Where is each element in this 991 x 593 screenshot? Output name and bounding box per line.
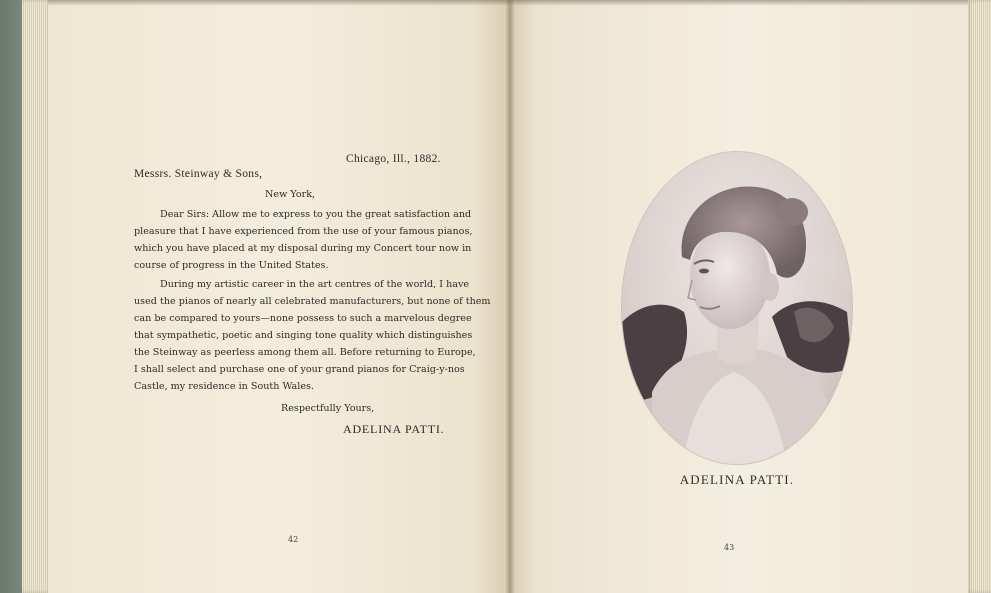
letter-dateline: Chicago, Ill., 1882. <box>346 153 441 165</box>
letter-line: course of progress in the United States. <box>134 260 329 271</box>
book-gutter <box>506 0 514 593</box>
letter-line: can be compared to yours—none possess to such a marvelous degree <box>134 313 472 324</box>
right-page-edges <box>967 0 991 593</box>
letter-line: used the pianos of nearly all celebrated manufacturers, but none of them <box>134 296 491 307</box>
portrait-illustration <box>622 152 852 464</box>
letter-line: pleasure that I have experienced from the use of your famous pianos, <box>134 226 473 237</box>
letter-signature: ADELINA PATTI. <box>343 422 445 436</box>
letter-addressee: Messrs. Steinway & Sons, <box>134 168 263 180</box>
page-number-right: 43 <box>724 543 735 552</box>
letter-city: New York, <box>265 189 316 200</box>
letter-line: Dear Sirs: Allow me to express to you the great satisfaction and <box>160 209 472 220</box>
letter-line: which you have placed at my disposal during my Concert tour now in <box>134 243 472 254</box>
portrait-caption: ADELINA PATTI. <box>679 472 795 487</box>
letter-line: Castle, my residence in South Wales. <box>134 381 314 392</box>
letter-closing: Respectfully Yours, <box>281 403 375 414</box>
book-top-shadow <box>48 0 968 6</box>
letter-line: that sympathetic, poetic and singing tone quality which distinguishes <box>134 330 473 341</box>
portrait-photo <box>622 152 852 464</box>
letter-line: the Steinway as peerless among them all. Before returning to Europe, <box>134 347 476 358</box>
letter-line: I shall select and purchase one of your grand pianos for Craig-y-nos <box>134 364 465 375</box>
letter-line: During my artistic career in the art centres of the world, I have <box>160 279 470 290</box>
page-number-left: 42 <box>288 535 299 544</box>
